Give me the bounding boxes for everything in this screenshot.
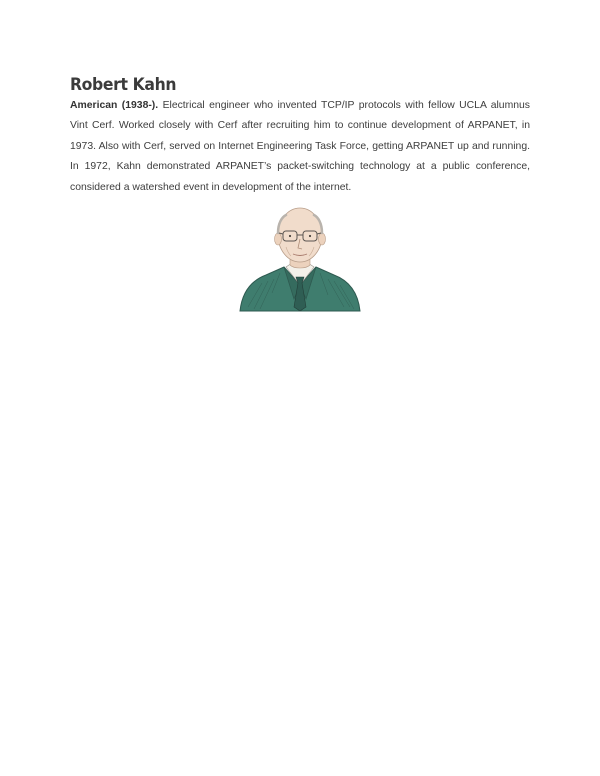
biography-text: Electrical engineer who invented TCP/IP protocols with fellow UCLA alumnus Vint Cerf. Worked closely with Cerf after recruiting him to continue development of ARPANET, in 1973. Also with Cerf, served on Internet Engineering Task Force, getting ARPANET up and running. In 1972, Kahn demonstrated ARPANET’s packet-switching technology at a public conference, considered a watershed event in development of the internet. <box>70 100 530 193</box>
nationality-dates: American (1938-). <box>70 100 159 111</box>
portrait-illustration <box>236 203 364 313</box>
biography-paragraph <box>70 96 530 198</box>
person-name-heading: Robert Kahn <box>70 75 177 95</box>
